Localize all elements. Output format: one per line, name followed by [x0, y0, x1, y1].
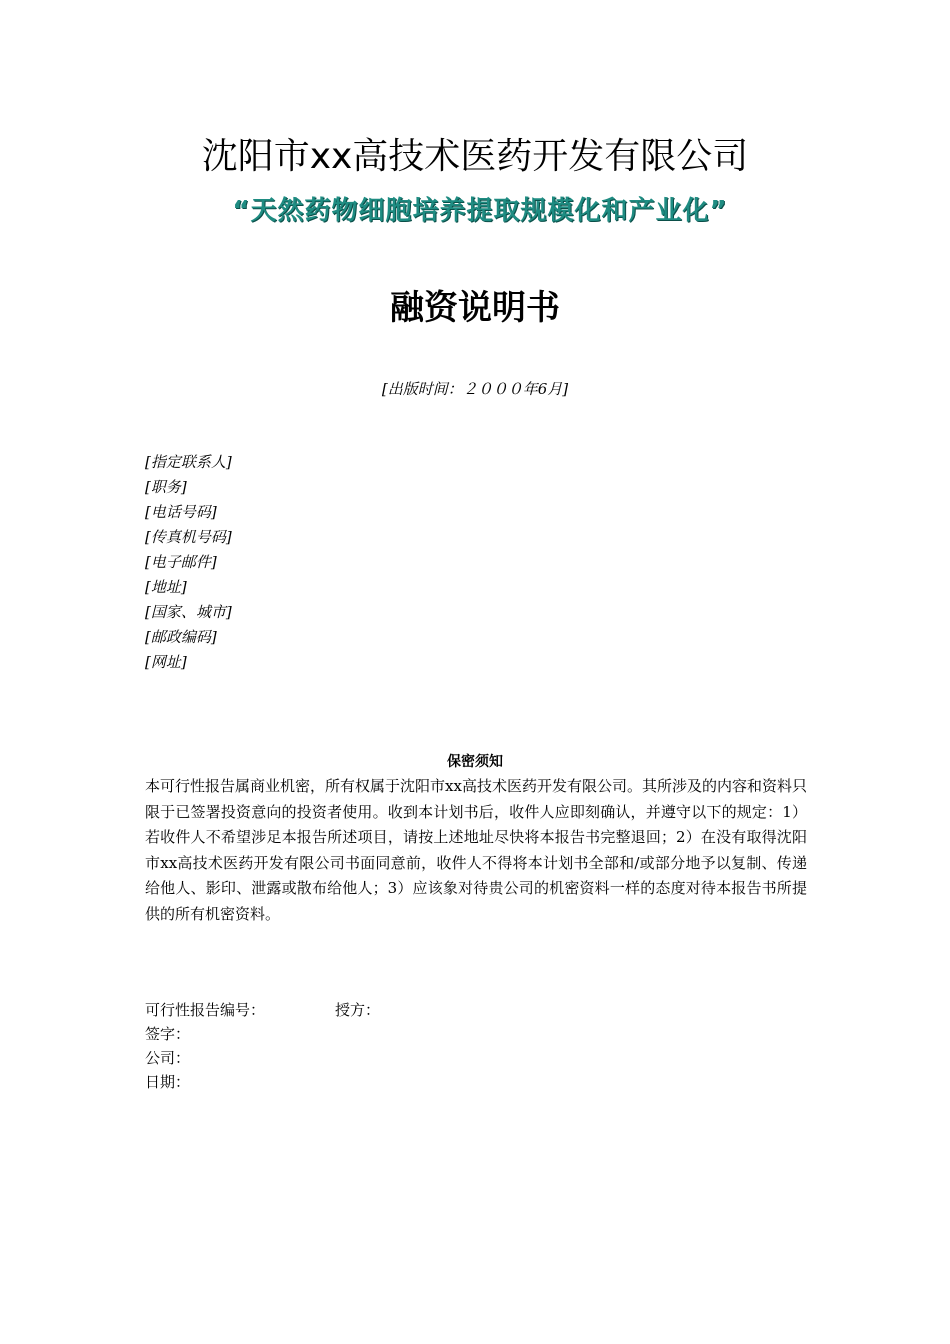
postal-code-field: [邮政编码]	[145, 628, 217, 646]
date-label: 日期：	[145, 1073, 191, 1091]
fax-field: [传真机号码]	[145, 528, 232, 546]
phone-field: [电话号码]	[145, 503, 217, 521]
company-name: 沈阳市xx高技术医药开发有限公司	[201, 136, 749, 177]
company-label: 公司：	[145, 1049, 191, 1067]
signature-label: 签字：	[145, 1025, 191, 1043]
email-field: [电子邮件]	[145, 553, 217, 571]
publish-date: [出版时间：２０００年6月]	[381, 380, 569, 398]
contact-fields	[145, 450, 232, 675]
country-city-field: [国家、城市]	[145, 603, 232, 621]
project-title: “天然药物细胞培养提取规模化和产业化”	[232, 196, 728, 226]
document-title: 融资说明书	[390, 288, 560, 328]
grantee-label: 授方：	[335, 1001, 381, 1019]
confidentiality-body: 本可行性报告属商业机密，所有权属于沈阳市xx高技术医药开发有限公司。其所涉及的内容和资料只限于已签署投资意向的投资者使用。收到本计划书后，收件人应即刻确认，并遵守以下的规定：1）若收件人不希望涉足本报告所述项目，请按上述地址尽快将本报告书完整退回；2）在没有取得沈阳市xx高技术医药开发有限公司书面同意前，收件人不得将本计划书全部和/或部分地予以复制、传递给他人、影印、泄露或散布给他人；3）应该象对待贵公司的机密资料一样的态度对待本报告书所提供的所有机密资料。	[145, 777, 807, 923]
report-number-label: 可行性报告编号：	[145, 1001, 266, 1019]
report-number-row	[145, 998, 380, 1022]
position-field: [职务]	[145, 478, 187, 496]
address-field: [地址]	[145, 578, 187, 596]
confidentiality-title: 保密须知	[447, 754, 503, 770]
signoff-block	[145, 998, 380, 1094]
contact-person-field: [指定联系人]	[145, 453, 232, 471]
website-field: [网址]	[145, 653, 187, 671]
